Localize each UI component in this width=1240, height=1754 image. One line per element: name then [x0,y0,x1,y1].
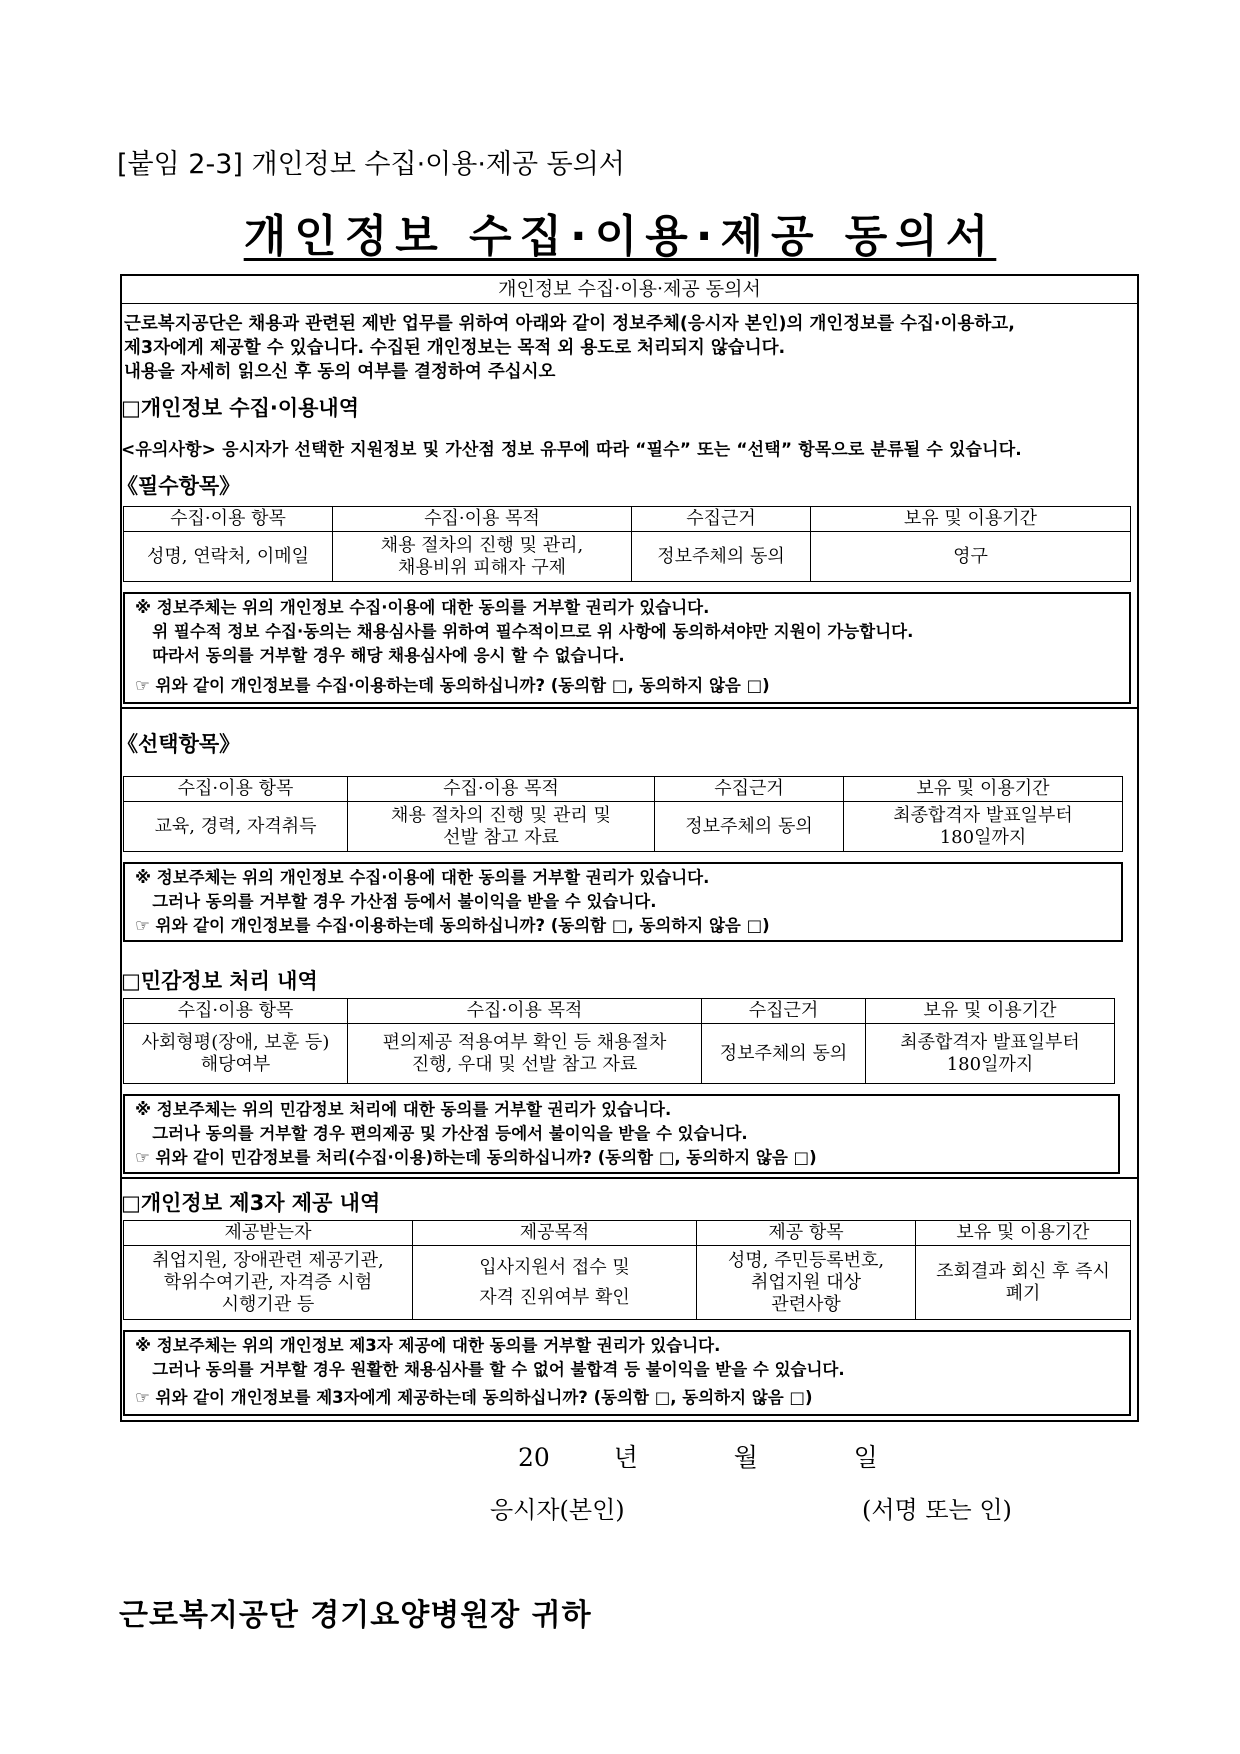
column-header: 수집·이용 항목 [124,999,348,1024]
required-table [123,506,1131,582]
sensitive-table [123,998,1115,1084]
table-cell: 입사지원서 접수 및 자격 진위여부 확인 [413,1246,697,1320]
table-cell: 최종합격자 발표일부터 180일까지 [844,802,1123,852]
consent-question[interactable]: ☞ 위와 같이 개인정보를 제3자에게 제공하는데 동의하십니까? (동의함 □, 동의하지 않음 □) [135,1388,813,1407]
notice-line: 위 필수적 정보 수집·동의는 채용심사를 위하여 필수적이므로 위 사항에 동의하셔야만 지원이 가능합니다. [135,622,914,641]
column-header: 보유 및 이용기간 [844,777,1123,802]
form-header: 개인정보 수집·이용·제공 동의서 [120,274,1139,304]
collection-heading: □개인정보 수집·이용내역 [121,396,359,420]
table-cell: 편의제공 적용여부 확인 등 채용절차 진행, 우대 및 선발 참고 자료 [348,1024,702,1084]
attachment-label: [붙임 2-3] 개인정보 수집·이용·제공 동의서 [117,149,625,180]
sensitive-heading: □민감정보 처리 내역 [121,969,318,993]
column-header: 수집·이용 목적 [348,999,702,1024]
column-header: 수집근거 [655,777,844,802]
notice-line: ※ 정보주체는 위의 개인정보 수집·이용에 대한 동의를 거부할 권리가 있습니다. [135,868,710,887]
table-cell: 조회결과 회신 후 즉시 폐기 [916,1246,1131,1320]
table-cell: 채용 절차의 진행 및 관리, 채용비위 피해자 구제 [333,532,632,582]
intro-line: 근로복지공단은 채용과 관련된 제반 업무를 위하여 아래와 같이 정보주체(응시자 본인)의 개인정보를 수집·이용하고, [124,314,1015,334]
table-cell: 취업지원, 장애관련 제공기관, 학위수여기관, 자격증 시험 시행기관 등 [124,1246,413,1320]
column-header: 제공받는자 [124,1221,413,1246]
caution-note: <유의사항> 응시자가 선택한 지원정보 및 가산점 정보 유무에 따라 “필수” 또는 “선택” 항목으로 분류될 수 있습니다. [121,440,1022,460]
column-header: 보유 및 이용기간 [916,1221,1131,1246]
date-line[interactable]: 20 년 월 일 [518,1443,878,1472]
column-header: 보유 및 이용기간 [866,999,1115,1024]
signer-label: 응시자(본인) [490,1496,625,1524]
document-title [0,200,1240,264]
notice-line: ※ 정보주체는 위의 개인정보 수집·이용에 대한 동의를 거부할 권리가 있습니다. [135,598,710,617]
consent-question[interactable]: ☞ 위와 같이 민감정보를 처리(수집·이용)하는데 동의하십니까? (동의함 □, 동의하지 않음 □) [135,1148,817,1167]
notice-line: ※ 정보주체는 위의 민감정보 처리에 대한 동의를 거부할 권리가 있습니다. [135,1100,672,1119]
table-cell: 정보주체의 동의 [702,1024,866,1084]
optional-consent-box [123,862,1123,942]
table-cell: 성명, 연락처, 이메일 [124,532,333,582]
section-divider [120,707,1139,709]
table-cell: 최종합격자 발표일부터 180일까지 [866,1024,1115,1084]
table-cell: 정보주체의 동의 [632,532,811,582]
consent-question[interactable]: ☞ 위와 같이 개인정보를 수집·이용하는데 동의하십니까? (동의함 □, 동의하지 않음 □) [135,916,770,935]
required-consent-box [123,592,1131,704]
column-header: 수집근거 [702,999,866,1024]
table-cell: 채용 절차의 진행 및 관리 및 선발 참고 자료 [348,802,655,852]
column-header: 제공목적 [413,1221,697,1246]
section-divider [120,1177,1139,1179]
table-cell: 사회형평(장애, 보훈 등) 해당여부 [124,1024,348,1084]
column-header: 수집·이용 목적 [348,777,655,802]
document-title-text: 개인정보 수집·이용·제공 동의서 [243,211,997,262]
column-header: 보유 및 이용기간 [811,507,1131,532]
column-header: 수집근거 [632,507,811,532]
sensitive-consent-box [123,1094,1120,1174]
notice-line: 그러나 동의를 거부할 경우 원활한 채용심사를 할 수 없어 불합격 등 불이익을 받을 수 있습니다. [135,1360,845,1379]
consent-question[interactable]: ☞ 위와 같이 개인정보를 수집·이용하는데 동의하십니까? (동의함 □, 동의하지 않음 □) [135,676,770,695]
notice-line: 그러나 동의를 거부할 경우 편의제공 및 가산점 등에서 불이익을 받을 수 있습니다. [135,1124,748,1143]
table-cell: 정보주체의 동의 [655,802,844,852]
third-party-consent-box [123,1330,1131,1416]
column-header: 수집·이용 항목 [124,507,333,532]
intro-line: 내용을 자세히 읽으신 후 동의 여부를 결정하여 주십시오 [124,362,556,382]
notice-line: 따라서 동의를 거부할 경우 해당 채용심사에 응시 할 수 없습니다. [135,646,625,665]
table-cell: 성명, 주민등록번호, 취업지원 대상 관련사항 [697,1246,916,1320]
intro-text [124,312,1136,384]
notice-line: 그러나 동의를 거부할 경우 가산점 등에서 불이익을 받을 수 있습니다. [135,892,657,911]
optional-label: 《선택항목》 [117,732,241,756]
intro-line: 제3자에게 제공할 수 있습니다. 수집된 개인정보는 목적 외 용도로 처리되지 않습니다. [124,338,786,358]
column-header: 제공 항목 [697,1221,916,1246]
notice-line: ※ 정보주체는 위의 개인정보 제3자 제공에 대한 동의를 거부할 권리가 있습니다. [135,1336,721,1355]
signature-field[interactable]: (서명 또는 인) [862,1496,1012,1524]
table-cell: 영구 [811,532,1131,582]
addressee: 근로복지공단 경기요양병원장 귀하 [119,1598,592,1633]
third-party-heading: □개인정보 제3자 제공 내역 [121,1191,381,1215]
column-header: 수집·이용 항목 [124,777,348,802]
optional-table [123,776,1123,852]
table-cell: 교육, 경력, 자격취득 [124,802,348,852]
required-label: 《필수항목》 [117,474,241,498]
column-header: 수집·이용 목적 [333,507,632,532]
third-party-table [123,1220,1131,1320]
